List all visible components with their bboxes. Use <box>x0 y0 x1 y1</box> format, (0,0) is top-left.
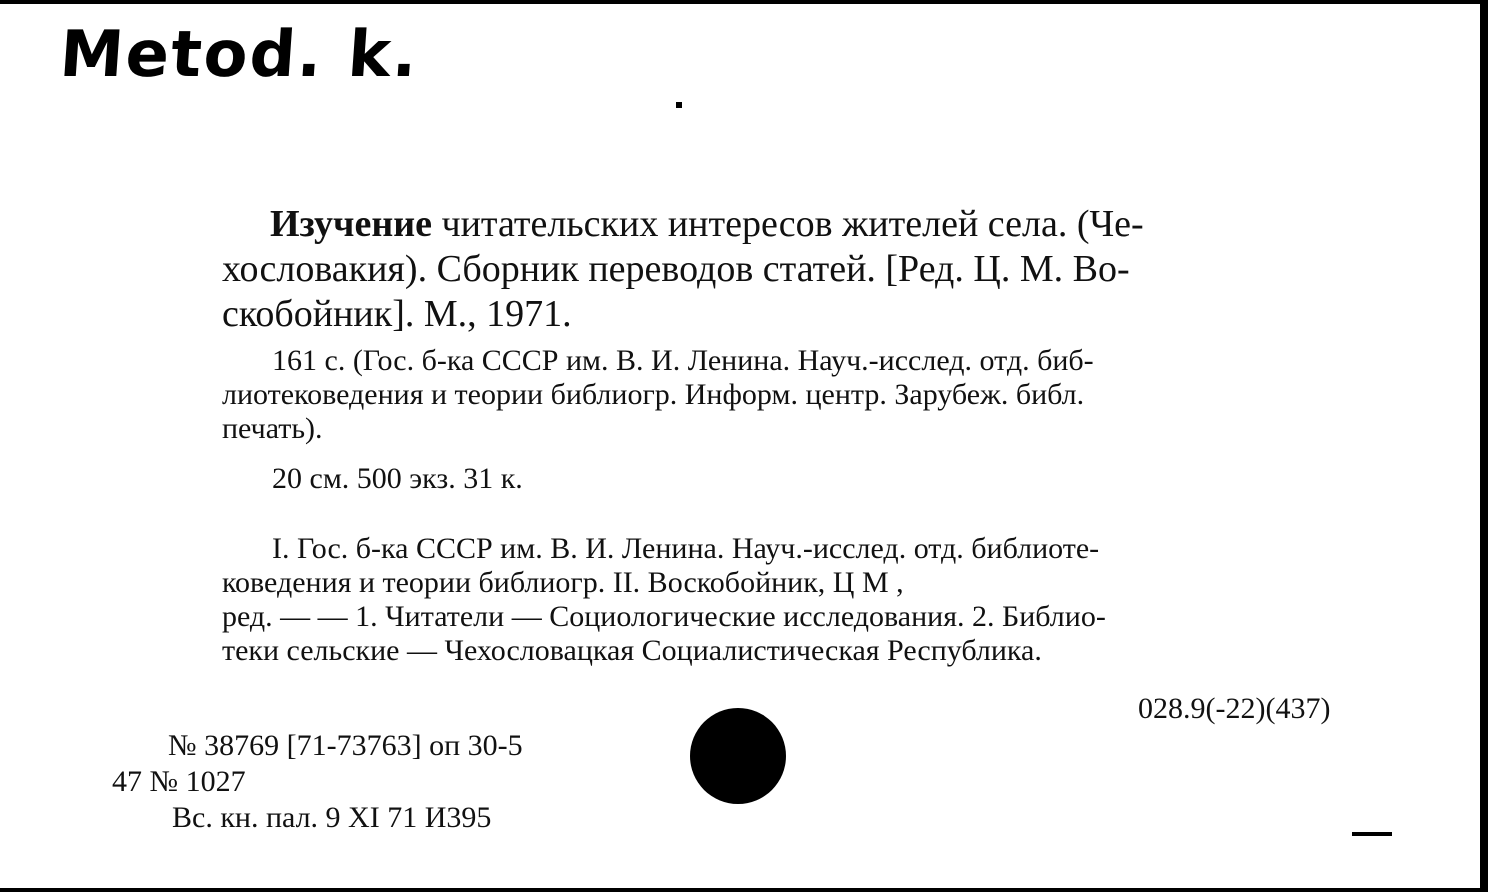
catalog-info <box>112 728 523 836</box>
ink-speck <box>676 102 682 108</box>
subjects-line-2: коведения и теории библиогр. II. Воскобойник, Ц М , <box>222 566 904 599</box>
title-line-1 <box>222 202 1392 247</box>
description-block <box>222 344 1392 668</box>
spacer <box>222 446 1392 462</box>
catalog-line-3: Вс. кн. пал. 9 XI 71 И395 <box>172 801 492 834</box>
title-block <box>222 202 1392 337</box>
handwritten-note: Metod. k. <box>57 18 422 92</box>
title-line-1-text: читательских интересов жителей села. (Че- <box>431 203 1144 245</box>
title-line-2: хословакия). Сборник переводов статей. [Ред. Ц. М. Во- <box>222 248 1130 290</box>
punch-hole <box>690 708 786 804</box>
catalog-line-2: 47 № 1027 <box>112 765 246 798</box>
description-line-3: печать). <box>222 412 323 445</box>
classification-number: 028.9(-22)(437) <box>1138 692 1331 725</box>
size-line: 20 см. 500 экз. 31 к. <box>272 462 523 495</box>
ink-dash <box>1352 832 1392 836</box>
spacer <box>222 496 1392 532</box>
catalog-card <box>0 4 1480 888</box>
catalog-line-1: № 38769 [71-73763] оп 30-5 <box>168 729 523 762</box>
subjects-line-1: I. Гос. б-ка СССР им. В. И. Ленина. Науч.-исслед. отд. библиоте- <box>272 532 1100 565</box>
scan-edge <box>1480 0 1488 892</box>
description-line-1: 161 с. (Гос. б-ка СССР им. В. И. Ленина. Науч.-исслед. отд. биб- <box>272 344 1094 377</box>
subjects-line-3: ред. — — 1. Читатели — Социологические исследования. 2. Библио- <box>222 600 1106 633</box>
description-line-2: лиотековедения и теории библиогр. Информ. центр. Зарубеж. библ. <box>222 378 1085 411</box>
title-line-3: скобойник]. М., 1971. <box>222 293 572 335</box>
title-keyword: Изучение <box>270 203 432 245</box>
subjects-line-4: теки сельские — Чехословацкая Социалистическая Республика. <box>222 634 1042 667</box>
